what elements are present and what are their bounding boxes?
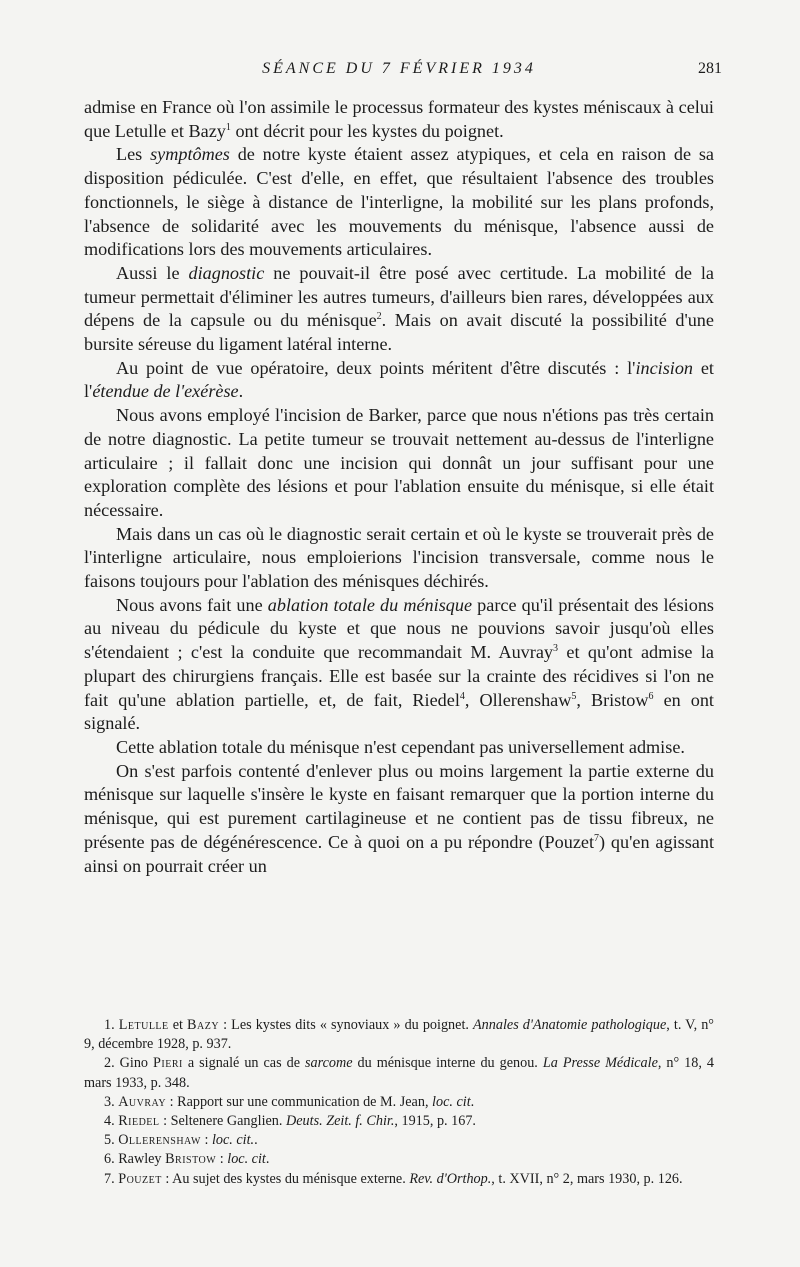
- text-run: : Les kystes dits « synoviaux » du poignet.: [219, 1017, 474, 1033]
- text-run: .: [254, 1132, 258, 1149]
- paragraph-8: [84, 736, 714, 760]
- footnote-number: 4.: [104, 1113, 119, 1130]
- footnote-ref: 1: [225, 121, 231, 133]
- text-run: Nous avons fait une: [116, 594, 268, 615]
- italic-run: diagnostic: [188, 262, 265, 283]
- text-run: , Bristow: [576, 689, 649, 710]
- text-run: Mais dans un cas où le diagnostic serait certain et où le kyste se trouverait près de l'interligne articulaire, nous emploierions l'incision transversale, comme nous le faisons toujours pour l'ablation des ménisques déchirés.: [84, 523, 714, 592]
- text-run: admise en France où l'on assimile le processus formateur des kystes méniscaux à celui que Letulle et Bazy: [84, 97, 714, 141]
- text-run: ne pouvait-il être posé avec certitude. La mobilité de la tumeur permettait d'éliminer les autres tumeurs, d'ailleurs bien rares, développées aux dépens de la capsule ou du ménisque: [84, 262, 715, 331]
- footnote-number: 3.: [104, 1093, 119, 1110]
- text-run: Au point de vue opératoire, deux points méritent d'être discutés : l': [116, 357, 636, 378]
- text-run: . Mais on avait discuté la possibilité d'une bursite séreuse du ligament latéral interne.: [84, 310, 714, 355]
- text-run: du ménisque interne du genou.: [352, 1055, 543, 1072]
- text-run: , Ollerenshaw: [464, 689, 572, 710]
- footnote-7: [84, 1170, 714, 1189]
- page-number: 281: [698, 60, 722, 77]
- paragraph-7: [84, 594, 714, 736]
- text-run: , t. XVII, n° 2, mars 1930, p. 126.: [491, 1170, 683, 1187]
- text-run: parce qu'il présentait des lésions au niveau du pédicule du kyste et que nous ne pouvions savoir jusqu'où elles s'étendaient ; c'est la conduite que recommandait M. Auvray: [84, 594, 715, 663]
- text-run: Les: [116, 144, 151, 165]
- italic-run: sarcome: [304, 1055, 353, 1072]
- footnote-ref: 6: [648, 690, 654, 702]
- footnote-4: [84, 1112, 714, 1131]
- footnote-number: 2.: [104, 1055, 120, 1072]
- text-run: et: [168, 1017, 188, 1033]
- text-run: Gino: [119, 1055, 154, 1072]
- text-run: .: [470, 1093, 475, 1110]
- footnote-number: 7.: [104, 1170, 119, 1187]
- footnote-journal: La Presse Médicale: [542, 1055, 658, 1072]
- text-run: Nous avons employé l'incision de Barker, parce que nous n'étions pas très certain de notre diagnostic. La petite tumeur se trouvait nettement au-dessus de l'interligne articulaire ; il fallait donc une incision qui donnât un jour suffisant pour une exploration complète des lésions et pour l'ablation ensuite du ménisque, si elle était nécessaire.: [84, 405, 714, 520]
- text-run: On s'est parfois contenté d'enlever plus ou moins largement la partie externe du ménisque sur laquelle s'insère le kyste en faisant remarquer que la portion interne du ménisque, qui est purement cartilagineuse et ne contient pas de tissu fibreux, ne présente pas de dégénérescence. Ce à quoi on a pu répondre (Pouzet: [84, 760, 714, 852]
- footnote-author: Pieri: [153, 1055, 183, 1072]
- footnote-author: Bazy: [187, 1017, 220, 1033]
- footnote-journal: loc. cit: [432, 1093, 471, 1110]
- footnote-author: Pouzet: [118, 1170, 162, 1187]
- text-run: a signalé un cas de: [182, 1055, 305, 1072]
- footnote-journal: Rev. d'Orthop.: [409, 1170, 492, 1187]
- text-run: .: [238, 381, 244, 402]
- text-run: .: [265, 1151, 270, 1168]
- footnote-ref: 5: [571, 690, 577, 702]
- body-text: [84, 96, 714, 878]
- italic-run: symptômes: [150, 144, 230, 165]
- text-run: Aussi le: [116, 262, 189, 283]
- footnote-author: Letulle: [118, 1017, 169, 1033]
- text-run: de notre kyste étaient assez atypiques, et cela en raison de sa disposition pédiculée. C'est d'elle, en effet, que résultaient l'absence des troubles fonctionnels, le siège à distance de l'interligne, la mobilité sur les plans profonds, l'absence de solidarité avec les mouvements du ménisque, l'absence aussi de modifications lors des mouvements articulaires.: [84, 144, 714, 260]
- footnote-number: 1.: [104, 1017, 119, 1033]
- paragraph-5: [84, 404, 714, 523]
- footnote-ref: 3: [553, 643, 558, 655]
- footnote-1: [84, 1016, 714, 1054]
- footnote-number: 6.: [104, 1151, 119, 1168]
- footnote-6: [84, 1150, 714, 1169]
- paragraph-6: [84, 523, 714, 594]
- text-run: , 1915, p. 167.: [394, 1113, 476, 1130]
- footnote-ref: 7: [594, 832, 600, 844]
- text-run: : Rapport sur une communication de M. Jean,: [166, 1093, 433, 1110]
- running-head: [84, 60, 722, 84]
- footnote-author: Riedel: [118, 1113, 160, 1130]
- text-run: , n° 18, 4 mars 1933, p. 348.: [84, 1055, 715, 1091]
- footnote-ref: 4: [459, 690, 465, 702]
- text-run: en ont signalé.: [84, 689, 714, 734]
- text-run: et l': [84, 357, 714, 402]
- footnote-journal: Annales d'Anatomie pathologique: [473, 1017, 667, 1033]
- italic-run: étendue de l'exérèse: [92, 381, 239, 402]
- running-title: SÉANCE DU 7 FÉVRIER 1934: [262, 60, 536, 77]
- text-run: et qu'ont admise la plupart des chirurgiens français. Elle est basée sur la crainte des récidives si l'on ne fait qu'une ablation partielle, et, de fait, Riedel: [84, 642, 714, 710]
- footnote-author: Ollerenshaw: [118, 1132, 201, 1149]
- footnote-2: [84, 1054, 714, 1092]
- footnote-journal: loc. cit.: [211, 1132, 255, 1149]
- paragraph-1: [84, 96, 714, 143]
- paragraph-4: [84, 357, 714, 404]
- text-run: :: [216, 1151, 228, 1168]
- text-run: Rawley: [118, 1151, 166, 1168]
- paragraph-2: [84, 143, 714, 262]
- text-run: :: [200, 1132, 212, 1149]
- footnotes: [84, 1016, 714, 1189]
- footnote-3: [84, 1093, 714, 1112]
- footnote-journal: loc. cit: [227, 1151, 266, 1168]
- text-run: ) qu'en agissant ainsi on pourrait créer un: [84, 831, 714, 876]
- text-run: ont décrit pour les kystes du poignet.: [230, 120, 504, 141]
- text-run: : Seltenere Ganglien.: [159, 1113, 286, 1130]
- paragraph-9: [84, 760, 714, 879]
- footnote-ref: 2: [376, 311, 382, 323]
- text-run: : Au sujet des kystes du ménisque externe.: [161, 1170, 410, 1187]
- footnote-number: 5.: [104, 1132, 119, 1149]
- text-run: Cette ablation totale du ménisque n'est cependant pas universellement admise.: [116, 736, 685, 757]
- footnote-journal: Deuts. Zeit. f. Chir.: [286, 1113, 395, 1130]
- text-run: , t. V, n° 9, décembre 1928, p. 937.: [84, 1017, 714, 1053]
- footnote-5: [84, 1131, 714, 1150]
- italic-run: incision: [635, 357, 694, 378]
- footnote-author: Bristow: [165, 1151, 217, 1168]
- paragraph-3: [84, 262, 714, 357]
- footnote-author: Auvray: [118, 1093, 167, 1110]
- italic-run: ablation totale du ménisque: [267, 594, 473, 615]
